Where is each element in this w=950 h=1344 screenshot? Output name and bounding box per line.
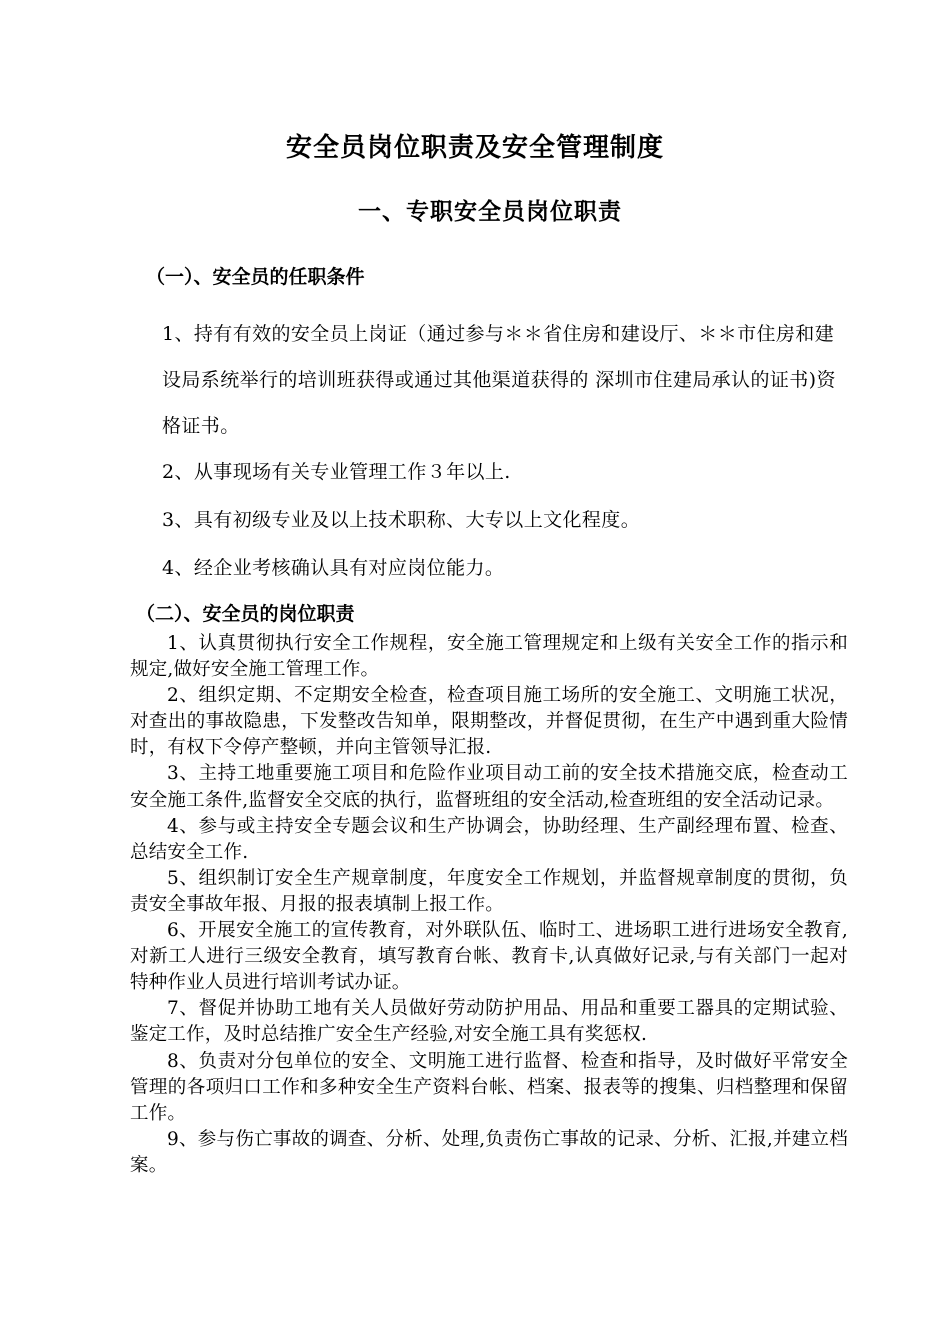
duty-item: 6、开展安全施工的宣传教育，对外联队伍、临时工、进场职工进行进场安全教育,对新工人进行三级安全教育，填写教育台帐、教育卡,认真做好记录,与有关部门一起对特种作业人员进行培训考试办证。	[130, 920, 848, 994]
duty-item: 4、参与或主持安全专题会议和生产协调会，协助经理、生产副经理布置、检查、总结安全工作.	[130, 815, 848, 863]
qualification-item: 4、经企业考核确认具有对应岗位能力。	[162, 557, 505, 579]
duty-item: 3、主持工地重要施工项目和危险作业项目动工前的安全技术措施交底，检查动工安全施工条件,监督安全交底的执行，监督班组的安全活动,检查班组的安全活动记录。	[130, 763, 848, 811]
duty-item: 8、负责对分包单位的安全、文明施工进行监督、检查和指导，及时做好平常安全管理的各项归口工作和多种安全生产资料台帐、档案、报表等的搜集、归档整理和保留工作。	[130, 1050, 848, 1124]
subsection-heading-qualifications: （一）、安全员的任职条件	[146, 266, 365, 288]
duty-item: 1、认真贯彻执行安全工作规程，安全施工管理规定和上级有关安全工作的指示和规定,做好安全施工管理工作。	[130, 633, 848, 681]
section-title: 一、专职安全员岗位职责	[358, 199, 622, 225]
duty-item: 5、组织制订安全生产规章制度，年度安全工作规划，并监督规章制度的贯彻，负责安全事故年报、月报的报表填制上报工作。	[130, 867, 848, 915]
subsection-heading-duties: （二）、安全员的岗位职责	[136, 603, 355, 625]
qualification-item: 3、具有初级专业及以上技术职称、大专以上文化程度。	[162, 509, 641, 531]
duty-item: 9、参与伤亡事故的调查、分析、处理,负责伤亡事故的记录、分析、汇报,并建立档案。	[130, 1128, 848, 1176]
qualification-list	[162, 311, 852, 593]
qualification-item: 1、持有有效的安全员上岗证（通过参与＊＊省住房和建设厅、＊＊市住房和建设局系统举行的培训班获得或通过其他渠道获得的 深圳市住建局承认的证书)资格证书。	[162, 323, 836, 437]
duty-item: 7、督促并协助工地有关人员做好劳动防护用品、用品和重要工器具的定期试验、鉴定工作，及时总结推广安全生产经验,对安全施工具有奖惩权.	[130, 998, 848, 1046]
document-title: 安全员岗位职责及安全管理制度	[285, 133, 664, 163]
duty-item: 2、组织定期、不定期安全检查，检查项目施工场所的安全施工、文明施工状况，对查出的事故隐患，下发整改告知单，限期整改，并督促贯彻，在生产中遇到重大险情时，有权下令停产整顿，并向主管领导汇报.	[130, 685, 848, 759]
duty-list	[130, 631, 848, 1179]
qualification-item: 2、从事现场有关专业管理工作３年以上.	[162, 461, 511, 483]
